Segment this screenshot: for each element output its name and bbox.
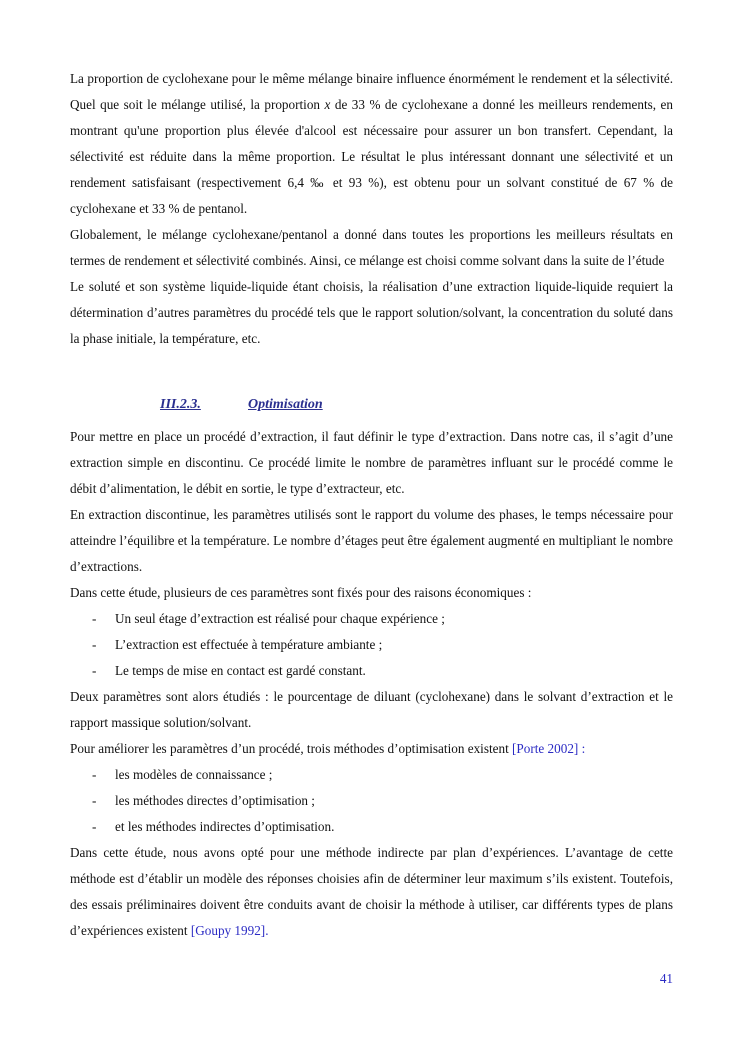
section-heading [70,394,673,416]
paragraph-fixed-parameters: Dans cette étude, plusieurs de ces paramètres sont fixés pour des raisons économiques : [70,585,532,600]
list-item: - les méthodes directes d’optimisation ; [70,788,673,814]
paragraph-text: Dans cette étude, nous avons opté pour une méthode indirecte par plan d’expériences. L’avantage de cette méthode est d’établir un modèle des réponses choisies afin de déterminer leur maximum s’ils existent. Toutefois, des essais préliminaires doivent être conduits avant de choisir la méthode à utiliser, car différents types de plans d’expériences existent [70,845,673,938]
paragraph-cyclohexane-proportion [70,66,673,222]
list-item: - Un seul étage d’extraction est réalisé pour chaque expérience ; [70,606,673,632]
page-number: 41 [659,971,673,986]
citation-goupy-1992[interactable]: [Goupy 1992]. [190,923,269,938]
paragraph-global-results: Globalement, le mélange cyclohexane/pentanol a donné dans toutes les proportions les meilleurs résultats en termes de rendement et sélectivité combinés. Ainsi, ce mélange est choisi comme solvant dans la suite de l’étude [70,227,673,268]
list-item: - et les méthodes indirectes d’optimisation. [70,814,673,840]
paragraph-text: Pour améliorer les paramètres d’un procédé, trois méthodes d’optimisation existent [70,741,513,756]
variable-x: x [324,97,331,112]
document-body [70,66,673,944]
section-title: Optimisation [248,397,323,412]
fixed-parameters-list [70,606,673,684]
paragraph-extraction-type: Pour mettre en place un procédé d’extraction, il faut définir le type d’extraction. Dans notre cas, il s’agit d’une extraction simple en discontinu. Ce procédé limite le nombre de paramètres influant sur le procédé comme le débit d’alimentation, le débit en sortie, le type d’extracteur, etc. [70,429,673,496]
list-item: - L’extraction est effectuée à température ambiante ; [70,632,673,658]
paragraph-chosen-method [70,840,673,944]
citation-porte-2002[interactable]: [Porte 2002] : [512,741,586,756]
paragraph-optimisation-methods [70,736,673,762]
list-item: - les modèles de connaissance ; [70,762,673,788]
paragraph-studied-parameters: Deux paramètres sont alors étudiés : le pourcentage de diluant (cyclohexane) dans le solvant d’extraction et le rapport massique solution/solvant. [70,689,673,730]
paragraph-text: La proportion de cyclohexane pour le même mélange binaire influence énormément le rendement et la sélectivité. Quel que soit le mélange utilisé, la proportion [70,71,673,112]
section-number: III.2.3. [160,397,201,412]
list-item: - Le temps de mise en contact est gardé constant. [70,658,673,684]
paragraph-text: de 33 % de cyclohexane a donné les meilleurs rendements, en montrant qu'une proportion plus élevée d'alcool est nécessaire pour assurer un bon transfert. Cependant, la sélectivité est réduite dans la même proportion. Le résultat le plus intéressant donnant une sélectivité et un rendement satisfaisant (respectivement 6,4 ‰ et 93 %), est obtenu pour un solvant constitué de 67 % de cyclohexane et 33 % de pentanol. [70,97,673,216]
paragraph-solute-system: Le soluté et son système liquide-liquide étant choisis, la réalisation d’une extraction liquide-liquide requiert la détermination d’autres paramètres du procédé tels que le rapport solution/solvant, la concentration du soluté dans la phase initiale, la température, etc. [70,279,673,346]
paragraph-discontinuous-extraction: En extraction discontinue, les paramètres utilisés sont le rapport du volume des phases, le temps nécessaire pour atteindre l’équilibre et la température. Le nombre d’étages peut être également augmenté en multipliant le nombre d’extractions. [70,507,673,574]
optimisation-methods-list [70,762,673,840]
